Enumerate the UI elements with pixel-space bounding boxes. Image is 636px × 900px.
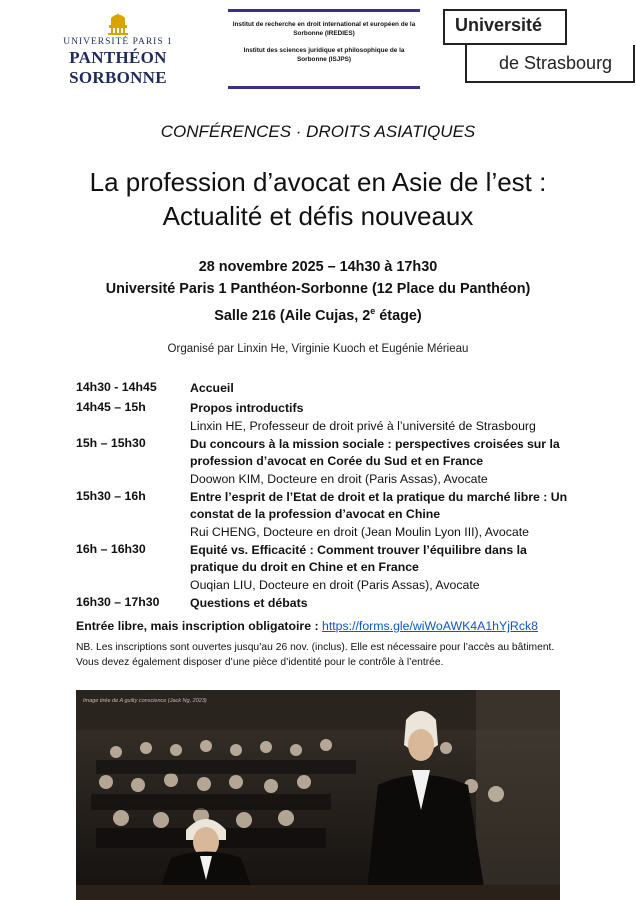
- event-room: Salle 216 (Aile Cujas, 2e étage): [214, 306, 422, 324]
- series-title: CONFÉRENCES · DROITS ASIATIQUES: [160, 122, 476, 141]
- program-row: [76, 436, 576, 489]
- image-credit: Image tirée de A guilty conscience (Jack Ng, 2023): [83, 698, 207, 704]
- courtroom-illustration: [76, 690, 560, 900]
- institute-iredies: Institut de recherche en droit international et européen de la Sorbonne (IREDIES): [232, 21, 416, 37]
- strasbourg-logo: [443, 9, 635, 83]
- program-title: Accueil: [190, 381, 234, 395]
- registration-text: Entrée libre, mais inscription obligatoire :: [76, 619, 322, 633]
- program-time: 15h30 – 16h: [76, 489, 146, 503]
- event-date: 28 novembre 2025 – 14h30 à 17h30: [198, 259, 438, 275]
- page-title: [0, 165, 636, 233]
- program-row: [76, 400, 576, 436]
- program-time: 15h – 15h30: [76, 436, 146, 450]
- strasbourg-line1: Université: [455, 15, 543, 35]
- organizers: Organisé par Linxin He, Virginie Kuoch et Eugénie Mérieau: [167, 343, 469, 355]
- registration-note: NB. Les inscriptions sont ouvertes jusqu’au 26 nov. (inclus). Elle est nécessaire pour l’accès au bâtiment. Vous devez également disposer d’une pièce d’identité pour le contrôle à l’entrée.: [76, 642, 555, 668]
- pantheon-sorbonne-logo: [28, 12, 208, 88]
- program-speaker: Linxin HE, Professeur de droit privé à l’université de Strasbourg: [190, 419, 536, 433]
- program-row: [76, 380, 576, 398]
- event-venue: Université Paris 1 Panthéon-Sorbonne (12 Place du Panthéon): [105, 281, 531, 297]
- registration-link[interactable]: https://forms.gle/wiWoAWK4A1hYjRck8: [322, 619, 538, 633]
- program-title: Propos introductifs: [190, 401, 304, 415]
- strasbourg-line2: de Strasbourg: [499, 53, 613, 73]
- program-time: 14h45 – 15h: [76, 400, 146, 414]
- program-title: Questions et débats: [190, 596, 308, 610]
- program-title: Equité vs. Efficacité : Comment trouver l’équilibre dans la pratique du droit en Chine et en France: [190, 543, 527, 574]
- registration-line: [76, 619, 596, 633]
- crown-icon: [105, 12, 131, 36]
- program-speaker: Doowon KIM, Docteure en droit (Paris Assas), Avocate: [190, 472, 488, 486]
- program-time: 16h – 16h30: [76, 542, 146, 556]
- program-schedule: [76, 380, 576, 613]
- pantheon-top-text: UNIVERSITÉ PARIS 1: [63, 37, 173, 47]
- institute-isjps: Institut des sciences juridique et philosophique de la Sorbonne (ISJPS): [243, 47, 405, 63]
- program-row: [76, 489, 576, 542]
- program-row: [76, 595, 576, 613]
- title-line-2: Actualité et défis nouveaux: [162, 201, 474, 231]
- program-speaker: Ouqian LIU, Docteure en droit (Paris Assas), Avocate: [190, 578, 480, 592]
- film-still-image: [76, 690, 560, 900]
- title-line-1: La profession d’avocat en Asie de l’est :: [89, 167, 547, 197]
- program-speaker: Rui CHENG, Docteure en droit (Jean Moulin Lyon III), Avocate: [190, 525, 530, 539]
- program-title: Du concours à la mission sociale : perspectives croisées sur la profession d’avocat en Corée du Sud et en France: [190, 437, 560, 468]
- event-info: [0, 256, 636, 327]
- program-time: 16h30 – 17h30: [76, 595, 160, 609]
- program-row: [76, 542, 576, 595]
- pantheon-main-text: PANTHÉON SORBONNE: [69, 48, 167, 87]
- institutes-box: [228, 9, 420, 89]
- program-title: Entre l’esprit de l’Etat de droit et la pratique du marché libre : Un constat de la profession d’avocat en Chine: [190, 490, 568, 521]
- program-time: 14h30 - 14h45: [76, 380, 157, 394]
